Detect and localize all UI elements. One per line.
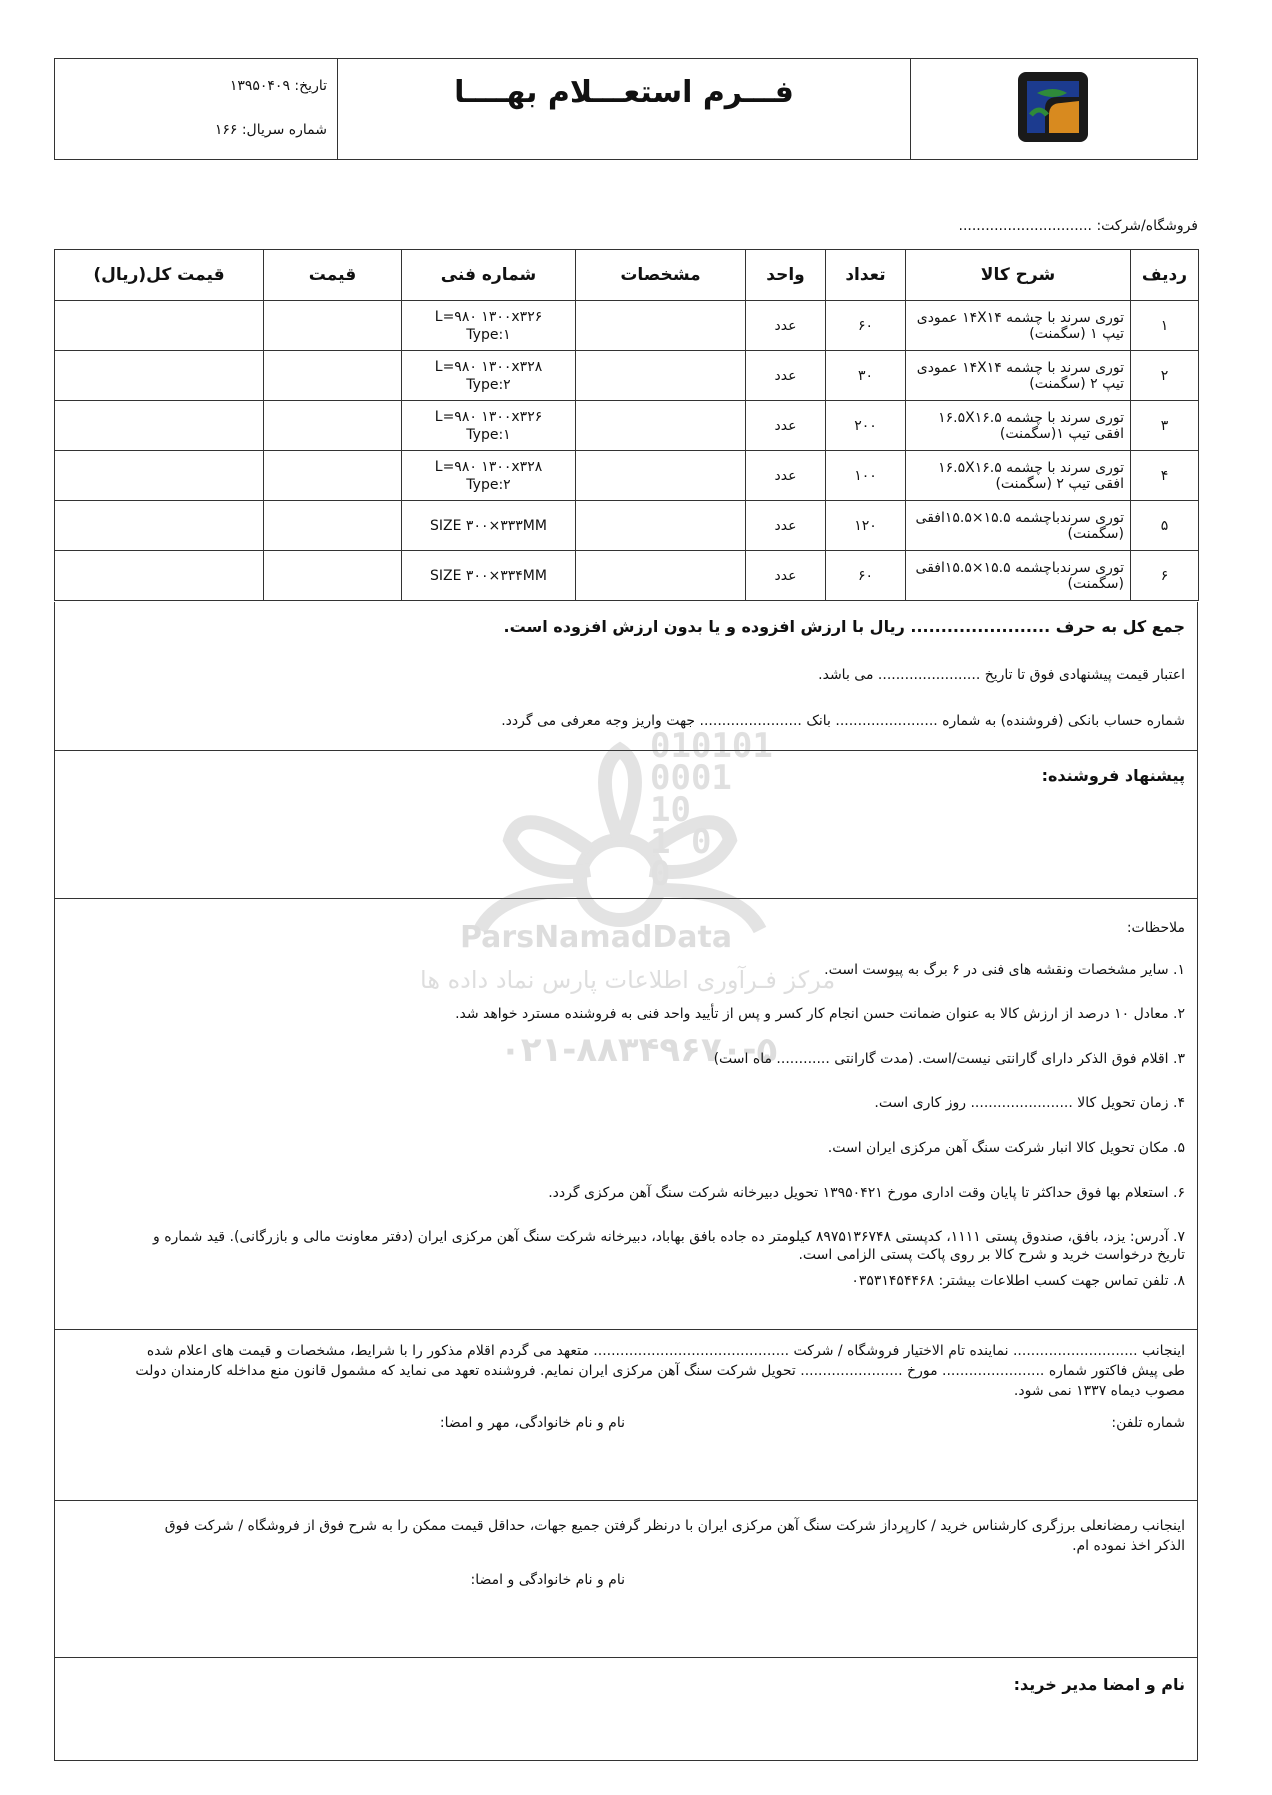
table-row <box>55 501 1199 551</box>
notes-label: ملاحظات: <box>1126 920 1185 936</box>
totals-section <box>54 602 1198 751</box>
item-quantity: ۲۰۰ <box>826 401 906 451</box>
declaration-line: اینجانب ............................ نماینده تام الاختیار فروشگاه / شرکت ............................................ متعهد می گردم اقلام مذکور را با شرایط، مشخصات و قیمت های اعلام شده <box>146 1343 1185 1359</box>
note-item: ۴. زمان تحویل کالا ....................... روز کاری است. <box>874 1095 1185 1111</box>
item-spec[interactable] <box>576 301 746 351</box>
item-spec[interactable] <box>576 451 746 501</box>
manager-sign-label: نام و امضا مدیر خرید: <box>1013 1675 1185 1694</box>
item-tech-number <box>402 451 576 501</box>
bank-account: شماره حساب بانکی (فروشنده) به شماره ....................... بانک ....................... جهت واریز وجه معرفی می گردد. <box>501 713 1185 729</box>
declaration-line: مصوب دیماه ۱۳۳۷ نمی شود. <box>1013 1383 1185 1399</box>
notes-section <box>54 899 1198 1330</box>
table-row <box>55 451 1199 501</box>
table-row <box>55 401 1199 451</box>
expert-line: اینجانب رمضانعلی برزگری کارشناس خرید / کارپرداز شرکت سنگ آهن مرکزی ایران با درنظر گرفتن جمیع جهات، حداقل قیمت ممکن را به شرح فوق از فروشگاه / شرکت فوق <box>164 1518 1185 1534</box>
item-price[interactable] <box>264 301 402 351</box>
meta-cell <box>55 59 339 159</box>
note-item: ۲. معادل ۱۰ درصد از ارزش کالا به عنوان ضمانت حسن انجام کار کسر و پس از تأیید واحد فنی به فروشنده مسترد خواهد شد. <box>455 1006 1185 1022</box>
item-price[interactable] <box>264 351 402 401</box>
tech-line: L=۹۸۰ ۱۳۰۰x۳۲۸ <box>434 358 543 375</box>
item-quantity: ۶۰ <box>826 551 906 601</box>
item-spec[interactable] <box>576 351 746 401</box>
col-price: قیمت <box>264 250 402 301</box>
item-total[interactable] <box>55 351 264 401</box>
col-total: قیمت کل(ریال) <box>55 250 264 301</box>
watermark-digits-line: 1 0 <box>650 822 712 862</box>
expert-line: الذکر اخذ نموده ام. <box>1072 1538 1185 1554</box>
table-header-row <box>55 250 1199 301</box>
item-tech-number <box>402 301 576 351</box>
price-validity: اعتبار قیمت پیشنهادی فوق تا تاریخ ....................... می باشد. <box>818 667 1185 683</box>
row-number: ۳ <box>1131 401 1199 451</box>
note-item: ۷. آدرس: یزد، بافق، صندوق پستی ۱۱۱۱، کدپستی ۸۹۷۵۱۳۶۷۴۸ کیلومتر ده جاده بافق بهاباد، دبیرخانه شرکت سنگ آهن مرکزی ایران (دفتر معاونت مالی و بازرگانی). قید شماره و <box>152 1229 1185 1245</box>
col-qty: تعداد <box>826 250 906 301</box>
note-item: ۳. اقلام فوق الذکر دارای گارانتی نیست/است. (مدت گارانتی ............ ماه است) <box>713 1051 1185 1067</box>
tech-line: L=۹۸۰ ۱۳۰۰x۳۲۶ <box>434 308 543 325</box>
row-number: ۵ <box>1131 501 1199 551</box>
item-price[interactable] <box>264 401 402 451</box>
serial-field <box>215 121 327 139</box>
table-row <box>55 301 1199 351</box>
note-item: ۶. استعلام بها فوق حداکثر تا پایان وقت اداری مورخ ۱۳۹۵۰۴۲۱ تحویل دبیرخانه شرکت سنگ آهن مرکزی گردد. <box>548 1185 1185 1201</box>
form-title: فـــرم استعـــلام بهــــا <box>454 75 794 110</box>
tech-line: SIZE ۳۰۰×۳۳۴MM <box>430 567 547 584</box>
item-spec[interactable] <box>576 551 746 601</box>
watermark-phone: ۰۲۱-۸۸۳۴۹۶۷۰-۵ <box>500 1030 778 1070</box>
row-number: ۱ <box>1131 301 1199 351</box>
date-field <box>230 77 327 95</box>
date-label: تاریخ: <box>294 78 327 94</box>
item-unit: عدد <box>746 351 826 401</box>
watermark-tagline: مرکز فـرآوری اطلاعات پارس نماد داده ها <box>420 966 836 994</box>
item-total[interactable] <box>55 551 264 601</box>
seller-sign-label: نام و نام خانوادگی، مهر و امضا: <box>439 1415 625 1431</box>
item-price[interactable] <box>264 451 402 501</box>
row-number: ۲ <box>1131 351 1199 401</box>
note-item: ۱. سایر مشخصات ونقشه های فنی در ۶ برگ به پیوست است. <box>824 962 1185 978</box>
table-row <box>55 551 1199 601</box>
note-item: ۸. تلفن تماس جهت کسب اطلاعات بیشتر: ۰۳۵۳۱۴۵۴۴۶۸ <box>851 1273 1185 1289</box>
tech-type: Type:۱ <box>466 326 511 343</box>
logo-cell <box>910 59 1197 159</box>
col-row: ردیف <box>1131 250 1199 301</box>
seller-offer-label: پیشنهاد فروشنده: <box>1041 766 1185 785</box>
item-description: توری سرندباچشمه ۱۵.۵×۱۵.۵افقی (سگمنت) <box>906 551 1131 601</box>
tech-line: L=۹۸۰ ۱۳۰۰x۳۲۸ <box>434 458 543 475</box>
date-value: ۱۳۹۵۰۴۰۹ <box>229 78 290 94</box>
row-number: ۶ <box>1131 551 1199 601</box>
tech-type: Type:۱ <box>466 426 511 443</box>
watermark-digits-line: 10 <box>650 790 691 830</box>
item-description: توری سرندباچشمه ۱۵.۵×۱۵.۵افقی (سگمنت) <box>906 501 1131 551</box>
item-tech-number <box>402 551 576 601</box>
col-unit: واحد <box>746 250 826 301</box>
item-spec[interactable] <box>576 501 746 551</box>
item-spec[interactable] <box>576 401 746 451</box>
tech-line: L=۹۸۰ ۱۳۰۰x۳۲۶ <box>434 408 543 425</box>
expert-section <box>54 1501 1198 1658</box>
item-tech-number <box>402 401 576 451</box>
declaration-line: طی پیش فاکتور شماره ....................... مورخ ....................... تحویل شرکت سنگ آهن مرکزی ایران نمایم. فروشنده تعهد می نماید که مشمول قانون منع مداخله کارمندان دولت <box>135 1363 1185 1379</box>
item-total[interactable] <box>55 301 264 351</box>
expert-sign-label: نام و نام خانوادگی و امضا: <box>470 1572 625 1588</box>
watermark-digits-line: 0001 <box>650 758 732 798</box>
item-unit: عدد <box>746 451 826 501</box>
item-description: توری سرند با چشمه ۱۴X۱۴ عمودی تیپ ۲ (سگمنت) <box>906 351 1131 401</box>
phone-label: شماره تلفن: <box>1111 1415 1185 1431</box>
item-unit: عدد <box>746 501 826 551</box>
col-tech: شماره فنی <box>402 250 576 301</box>
manager-section <box>54 1658 1198 1761</box>
col-desc: شرح کالا <box>906 250 1131 301</box>
item-description: توری سرند با چشمه ۱۶.۵X۱۶.۵ افقی تیپ ۱(سگمنت) <box>906 401 1131 451</box>
note-item: ۵. مکان تحویل کالا انبار شرکت سنگ آهن مرکزی ایران است. <box>827 1140 1185 1156</box>
item-unit: عدد <box>746 551 826 601</box>
item-description: توری سرند با چشمه ۱۴X۱۴ عمودی تیپ ۱ (سگمنت) <box>906 301 1131 351</box>
note-item-continued: تاریخ درخواست خرید و شرح کالا بر روی پاکت پستی الزامی است. <box>798 1247 1185 1263</box>
item-quantity: ۱۰۰ <box>826 451 906 501</box>
watermark-brand: ParsNamadData <box>460 920 733 955</box>
table-row <box>55 351 1199 401</box>
serial-value: ۱۶۶ <box>214 122 238 138</box>
item-quantity: ۱۲۰ <box>826 501 906 551</box>
items-table <box>54 249 1199 601</box>
form-header <box>54 58 1198 160</box>
tech-type: Type:۲ <box>466 476 511 493</box>
seller-offer-section <box>54 751 1198 899</box>
tech-line: SIZE ۳۰۰×۳۳۳MM <box>430 517 547 534</box>
item-quantity: ۶۰ <box>826 301 906 351</box>
item-tech-number <box>402 351 576 401</box>
col-spec: مشخصات <box>576 250 746 301</box>
title-cell <box>337 59 910 159</box>
row-number: ۴ <box>1131 451 1199 501</box>
item-price[interactable] <box>264 551 402 601</box>
item-price[interactable] <box>264 501 402 551</box>
item-total[interactable] <box>55 401 264 451</box>
item-unit: عدد <box>746 301 826 351</box>
tech-type: Type:۲ <box>466 376 511 393</box>
declaration-section <box>54 1330 1198 1501</box>
item-unit: عدد <box>746 401 826 451</box>
serial-label: شماره سریال: <box>241 122 327 138</box>
item-description: توری سرند با چشمه ۱۶.۵X۱۶.۵ افقی تیپ ۲ (سگمنت) <box>906 451 1131 501</box>
item-total[interactable] <box>55 451 264 501</box>
item-quantity: ۳۰ <box>826 351 906 401</box>
company-logo-icon <box>1017 71 1089 143</box>
watermark-digits-line: 010101 <box>650 726 773 766</box>
total-in-words: جمع کل به حرف ....................... ریال با ارزش افزوده و یا بدون ارزش افزوده است. <box>503 617 1185 636</box>
watermark-digits-line: 0 <box>650 854 671 894</box>
store-line: فروشگاه/شرکت: .............................. <box>958 218 1198 234</box>
item-total[interactable] <box>55 501 264 551</box>
item-tech-number <box>402 501 576 551</box>
